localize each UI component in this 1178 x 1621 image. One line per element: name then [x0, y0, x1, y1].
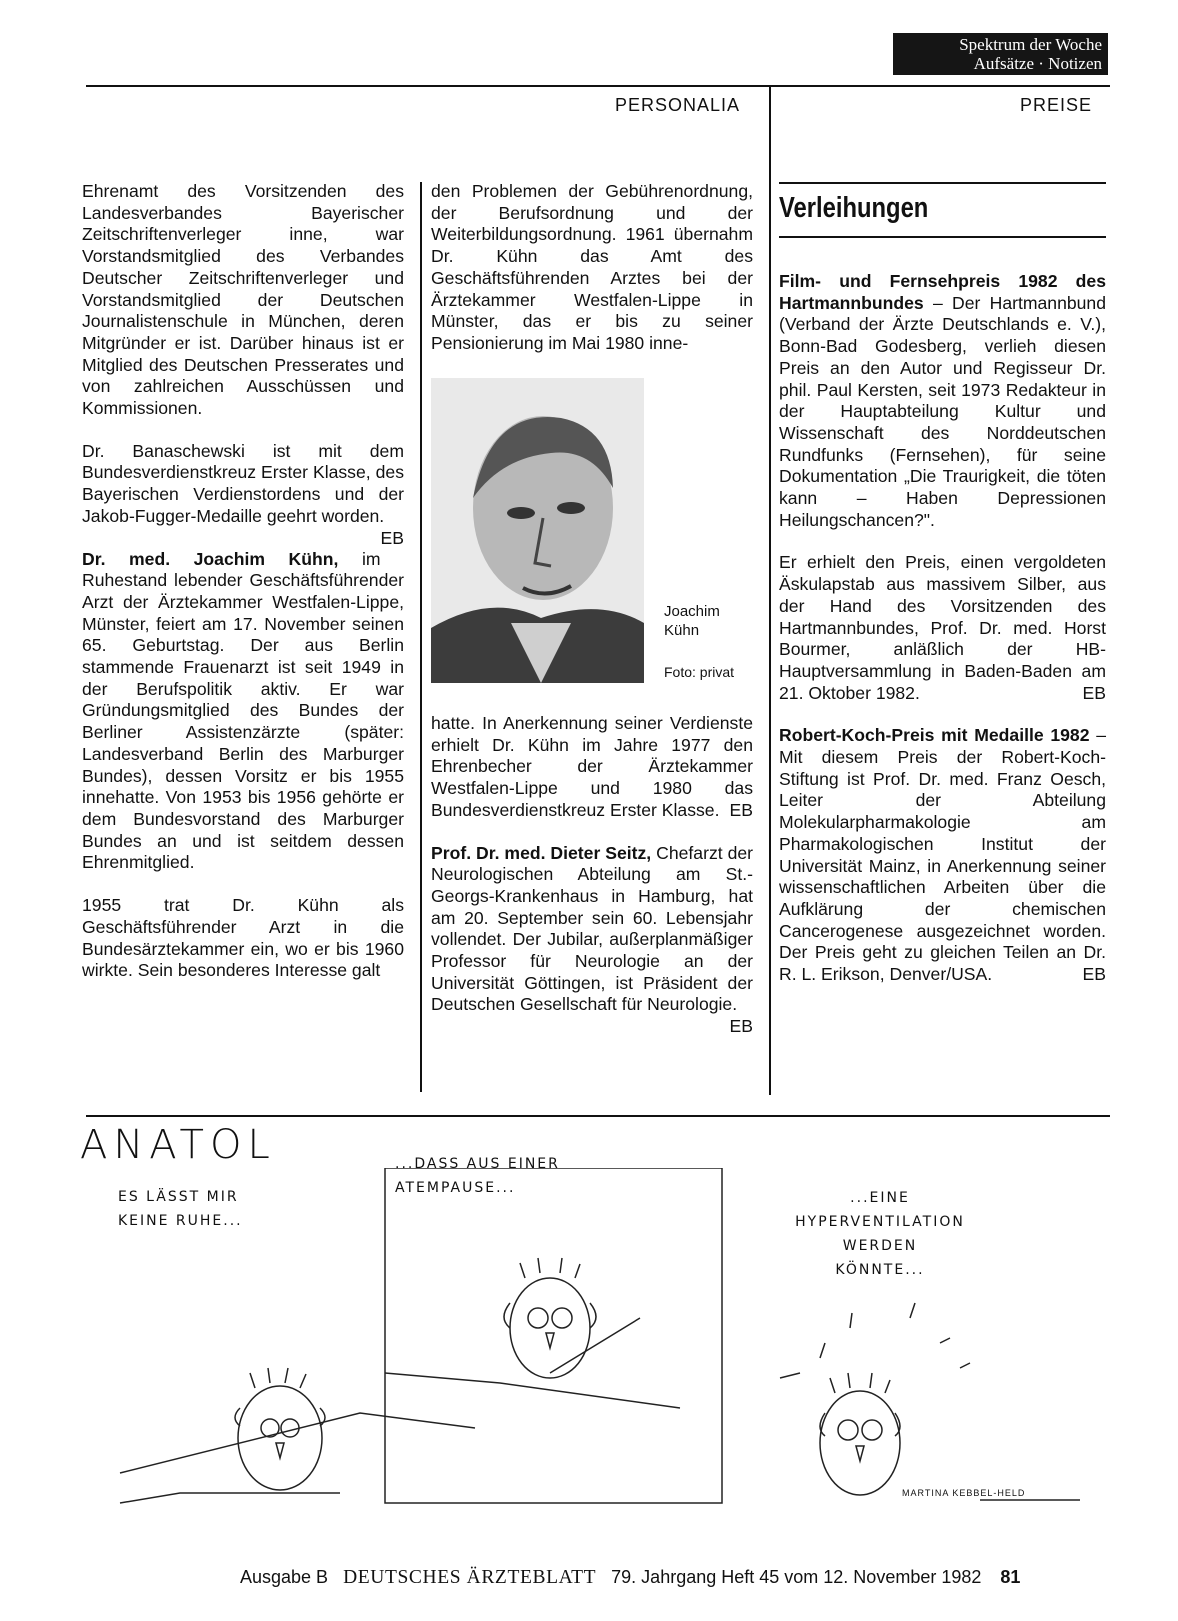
speech-panel-1: ES LÄSST MIR KEINE RUHE...: [118, 1189, 243, 1229]
speech-panel-2: ...DASS AUS EINER ATEMPAUSE...: [395, 1156, 560, 1196]
paragraph: Robert-Koch-Preis mit Medaille 1982 – Mit diesem Preis der Robert-Koch-Stiftung ist Prof. Dr. med. Franz Oesch, Leiter der Abteilung Molekularpharmakologie am Pharmakologischen Institut der Universität Mainz, in Anerkennung seiner wissenschaftlichen Arbeiten über die Aufklärung der chemischen Cancerogenese ausgezeichnet worden. Der Preis geht zu gleichen Teilen an Dr. R. L. Erikson, Denver/USA. EB: [779, 725, 1106, 985]
section-label-preise: PREISE: [1020, 95, 1093, 115]
paragraph: Film- und Fernsehpreis 1982 des Hartmannbundes – Der Hartmannbund (Verband der Ärzte Deutschlands e. V.), Bonn-Bad Godesberg, verlieh diesen Preis an den Autor und Regisseur Dr. phil. Paul Kersten, seit 1973 Redakteur in der Hauptabteilung Kultur und Wissenschaft des Norddeutschen Rundfunks (Fernsehen), für seine Dokumentation „Die Traurigkeit, die töten kann – Haben Depressionen Heilungschancen?".: [779, 271, 1106, 530]
paragraph: Ehrenamt des Vorsitzenden des Landesverbandes Bayerischer Zeitschriftenverleger inne, war Vorstandsmitglied des Verbandes Deutscher Zeitschriftenverleger und Vorstandsmitglied der Deutschen Journalistenschule in München, deren Mitgründer er ist. Darüber hinaus ist er Mitglied des Deutschen Presserates und von zahlreichen Ausschüssen und Kommissionen.: [82, 181, 404, 419]
cartoon-title: ANATOL: [80, 1122, 276, 1168]
owl-illustration: [235, 1368, 325, 1490]
column-2-continued: [431, 713, 753, 1038]
publication-name: DEUTSCHES ÄRZTEBLATT: [343, 1567, 597, 1588]
paragraph: Prof. Dr. med. Dieter Seitz, Chefarzt der Neurologischen Abteilung am St.-Georgs-Krankenhaus in Hamburg, hat am 20. September sein 60. Lebensjahr vollendet. Der Jubilar, außerplanmäßiger Professor für Neurologie an der Universität Göttingen, ist Präsident der Deutschen Gesellschaft für Neurologie. EB: [431, 842, 754, 1037]
section-header-badge: [893, 33, 1108, 75]
header-line2: Aufsätze · Notizen: [973, 54, 1102, 73]
author-sig: EB: [1082, 964, 1106, 985]
award-title: Film- und Fernsehpreis 1982 des Hartmannbundes: [779, 271, 1106, 313]
award-title: Robert-Koch-Preis mit Medaille 1982: [779, 725, 1090, 746]
paragraph: Dr. Banaschewski ist mit dem Bundesverdienstkreuz Erster Klasse, des Bayerischen Verdienstordens und der Jakob-Fugger-Medaille geehrt worden. EB: [82, 440, 404, 548]
portrait-illustration: [431, 378, 644, 683]
person-name: Prof. Dr. med. Dieter Seitz,: [431, 842, 652, 863]
paragraph: 1955 trat Dr. Kühn als Geschäftsführender Arzt in die Bundesärztekammer ein, wo er bis 1960 wirkte. Sein besonderes Interesse galt: [82, 895, 404, 981]
author-sig: EB: [380, 527, 404, 548]
speech-panel-3: ...EINE HYPERVENTILATION WERDEN KÖNNTE...: [795, 1190, 965, 1278]
owl-illustration: [780, 1303, 970, 1495]
column-3: [779, 271, 1106, 1007]
column-divider-main: [769, 85, 771, 1095]
column-2: [431, 181, 753, 376]
paragraph: Dr. med. Joachim Kühn, im Ruhestand lebender Geschäftsführender Arzt der Ärztekammer Westfalen-Lippe, Münster, feiert am 17. November seinen 65. Geburtstag. Der aus Berlin stammende Frauenarzt ist seit 1949 in der Berufspolitik aktiv. Er war Gründungsmitglied des Bundes der Berliner Assistenzärzte (später: Landesverband Berlin des Marburger Bundes), dessen Vorsitz er bis 1955 innehatte. Von 1953 bis 1956 gehörte er dem Bundesvorstand des Marburger Bundes an und ist seitdem dessen Ehrenmitglied.: [82, 548, 404, 873]
column-divider: [420, 182, 422, 1092]
heading-rule-top: [779, 182, 1106, 184]
section-label-personalia: PERSONALIA: [615, 95, 741, 115]
issue-info: 79. Jahrgang Heft 45 vom 12. November 1982: [611, 1567, 982, 1587]
cartoon-signature: MARTINA KEBBEL-HELD: [902, 1488, 1026, 1498]
header-line1: Spektrum der Woche: [959, 35, 1102, 54]
section-heading: Verleihungen: [779, 192, 929, 224]
page-footer: [240, 1567, 1020, 1589]
author-sig: EB: [729, 1016, 753, 1037]
heading-rule-bottom: [779, 236, 1106, 238]
paragraph: den Problemen der Gebührenordnung, der Berufsordnung und der Weiterbildungsordnung. 1961 übernahm Dr. Kühn das Amt des Geschäftsführenden Arztes bei der Ärztekammer Westfalen-Lippe in Münster, das er bis zu seiner Pensionierung im Mai 1980 inne-: [431, 181, 753, 353]
column-1: [82, 181, 404, 1003]
top-rule: [86, 85, 1110, 87]
owl-illustration: [504, 1258, 596, 1378]
paragraph: hatte. In Anerkennung seiner Verdienste erhielt Dr. Kühn im Jahre 1977 den Ehrenbecher der Ärztekammer Westfalen-Lippe und 1980 das Bundesverdienstkreuz Erster Klasse. EB: [431, 713, 753, 820]
author-sig: EB: [1082, 682, 1106, 703]
portrait-photo: [431, 378, 644, 683]
author-sig: EB: [729, 799, 753, 820]
edition-label: Ausgabe B: [240, 1567, 329, 1587]
person-name: Dr. med. Joachim Kühn,: [82, 548, 339, 569]
cartoon-top-rule: [86, 1115, 1110, 1117]
photo-credit: Foto: privat: [664, 664, 735, 680]
page-number: 81: [1000, 1567, 1021, 1587]
paragraph: Er erhielt den Preis, einen vergoldeten Äskulapstab aus massivem Silber, aus der Hand des Vorsitzenden des Hartmannbundes, Prof. Dr. med. Horst Bourmer, anläßlich der HB-Hauptversammlung in Baden-Baden am 21. Oktober 1982. EB: [779, 552, 1106, 703]
photo-caption: Joachim Kühn: [664, 603, 720, 639]
